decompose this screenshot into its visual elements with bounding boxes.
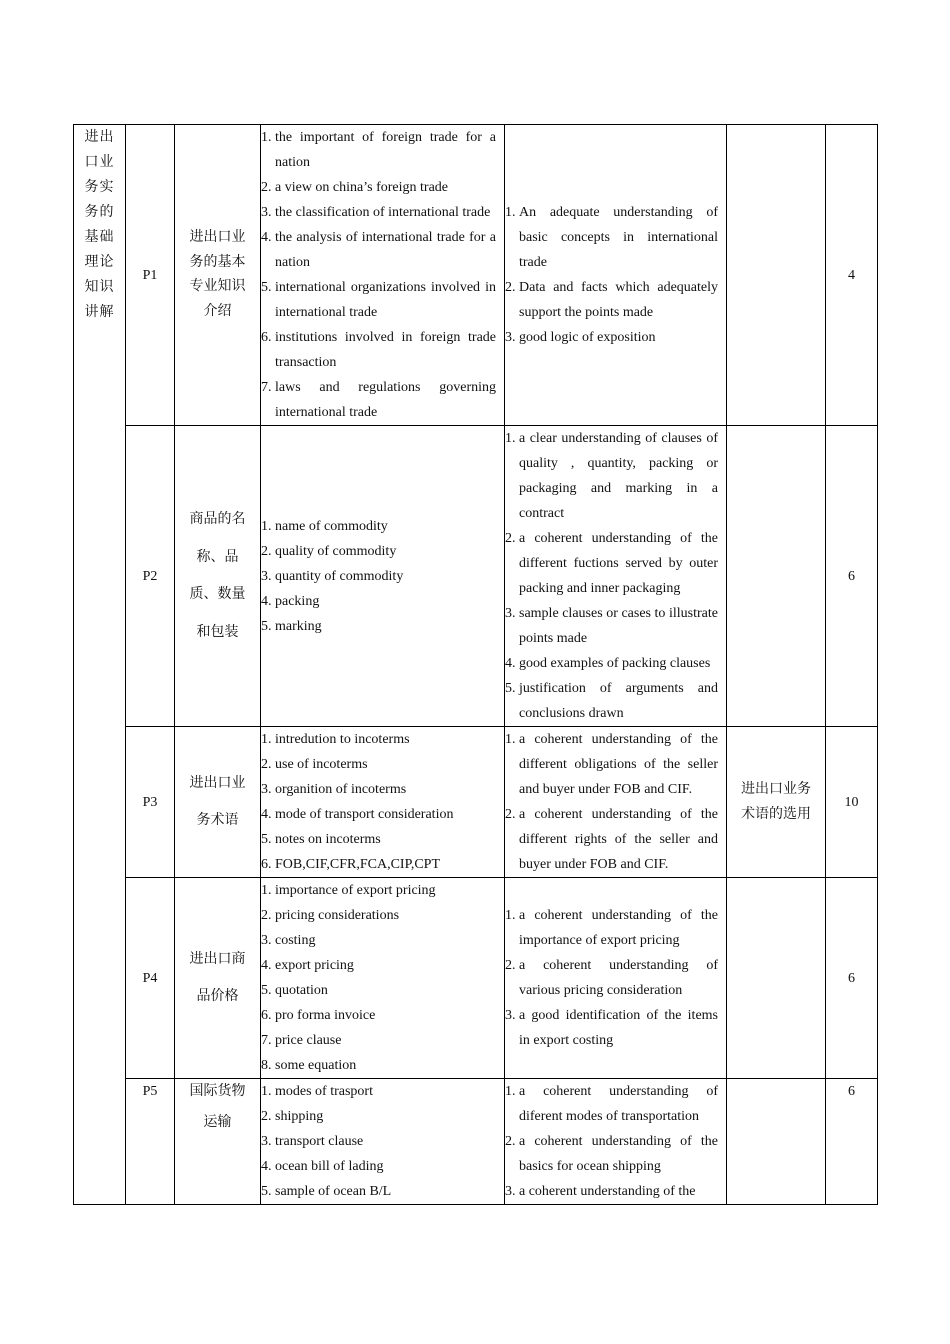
list-item: 2. a coherent understanding of the different rights of the seller and buyer under FOB and CIF. [505, 807, 718, 872]
requirements-cell [505, 125, 727, 426]
list-item: 5. international organizations involved in international trade [261, 280, 496, 320]
module-title-line: 理论 [84, 255, 115, 270]
topic-line: 品价格 [196, 989, 239, 1004]
topic-cell [175, 727, 261, 878]
note-cell [727, 878, 826, 1079]
list-item: 1. the important of foreign trade for a nation [261, 130, 496, 170]
topic-line: 务术语 [196, 813, 239, 828]
requirements-cell [505, 426, 727, 727]
row-code: P4 [126, 878, 175, 1079]
list-item: 1. An adequate understanding of basic concepts in international trade [505, 205, 718, 270]
requirements-cell [505, 1079, 727, 1205]
list-item: 2. a coherent understanding of various pricing consideration [505, 958, 718, 998]
topic-line: 专业知识 [189, 279, 246, 294]
list-item: 4. good examples of packing clauses [505, 656, 711, 671]
list-item: 1. modes of trasport [261, 1084, 373, 1099]
note-cell [727, 125, 826, 426]
topic-line: 进出口业 [189, 775, 246, 791]
table-row [74, 727, 878, 878]
module-title-line: 务实 [84, 180, 115, 195]
topic-line: 进出口商 [189, 951, 246, 967]
note-cell [727, 426, 826, 727]
module-title-line: 知识 [84, 280, 115, 295]
note-cell [727, 1079, 826, 1205]
list-item: 1. name of commodity [261, 518, 388, 534]
list-item: 3. transport clause [261, 1134, 364, 1149]
note-cell [727, 727, 826, 878]
list-item: 2. a view on china’s foreign trade [261, 180, 448, 195]
list-item: 2. pricing considerations [261, 908, 400, 923]
course-outline-table [73, 124, 878, 1205]
topic-line: 称、品 [196, 549, 239, 565]
contents-cell [261, 878, 505, 1079]
contents-cell [261, 426, 505, 727]
requirements-cell [505, 727, 727, 878]
row-code: P2 [126, 426, 175, 727]
list-item: 3. sample clauses or cases to illustrate points made [505, 606, 718, 646]
list-item: 3. the classification of international trade [261, 205, 491, 220]
list-item: 2. use of incoterms [261, 757, 368, 772]
list-item: 3. quantity of commodity [261, 568, 404, 584]
list-item: 2. quality of commodity [261, 543, 397, 559]
list-item: 4. export pricing [261, 958, 354, 973]
topic-line: 国际货物 [189, 1084, 246, 1099]
topic-line: 进出口业 [189, 230, 246, 245]
list-item: 5. justification of arguments and conclusions drawn [505, 681, 718, 721]
row-code: P1 [126, 125, 175, 426]
topic-line: 商品的名 [189, 512, 246, 527]
list-item: 5. notes on incoterms [261, 832, 381, 847]
list-item: 1. a coherent understanding of the importance of export pricing [505, 908, 718, 948]
topic-line: 运输 [203, 1115, 232, 1130]
list-item: 7. price clause [261, 1033, 342, 1048]
list-item: 1. a clear understanding of clauses of quality , quantity, packing or packaging and marking in a contract [505, 431, 718, 521]
list-item: 5. sample of ocean B/L [261, 1184, 392, 1199]
hours-cell: 10 [826, 727, 878, 878]
hours-cell: 6 [826, 878, 878, 1079]
topic-cell [175, 426, 261, 727]
list-item: 6. pro forma invoice [261, 1008, 376, 1023]
note-line: 进出口业务 [741, 782, 811, 797]
list-item: 2. a coherent understanding of the basics for ocean shipping [505, 1134, 718, 1174]
list-item: 6. FOB,CIF,CFR,FCA,CIP,CPT [261, 857, 441, 872]
module-title-line: 进出 [84, 130, 115, 145]
list-item: 1. intredution to incoterms [261, 732, 410, 747]
contents-cell [261, 125, 505, 426]
hours-cell: 6 [826, 426, 878, 727]
list-item: 3. costing [261, 933, 316, 948]
list-item: 5. quotation [261, 983, 328, 998]
table-row [74, 125, 878, 426]
list-item: 3. a coherent understanding of the [505, 1184, 696, 1199]
list-item: 5. marking [261, 618, 322, 634]
list-item: 1. importance of export pricing [261, 883, 436, 898]
topic-line: 务的基本 [189, 254, 246, 270]
topic-cell [175, 1079, 261, 1205]
contents-cell [261, 1079, 505, 1205]
module-title-line: 讲解 [84, 305, 115, 320]
module-title-line: 基础 [84, 230, 115, 245]
table-row [74, 1079, 878, 1205]
list-item: 3. organition of incoterms [261, 782, 407, 797]
topic-cell [175, 125, 261, 426]
list-item: 1. a coherent understanding of the different obligations of the seller and buyer under FOB and CIF. [505, 732, 718, 797]
topic-line: 质、数量 [189, 587, 246, 602]
table-row [74, 426, 878, 727]
hours-cell: 6 [826, 1079, 878, 1205]
list-item: 3. good logic of exposition [505, 330, 656, 345]
list-item: 8. some equation [261, 1058, 357, 1073]
topic-cell [175, 878, 261, 1079]
row-code: P5 [126, 1079, 175, 1205]
list-item: 4. the analysis of international trade for a nation [261, 230, 496, 270]
topic-line: 和包装 [196, 624, 239, 640]
note-line: 术语的选用 [741, 807, 811, 822]
list-item: 2. shipping [261, 1109, 324, 1124]
list-item: 4. ocean bill of lading [261, 1159, 384, 1174]
row-code: P3 [126, 727, 175, 878]
contents-cell [261, 727, 505, 878]
table-row [74, 878, 878, 1079]
topic-line: 介绍 [203, 303, 232, 319]
list-item: 3. a good identification of the items in export costing [505, 1008, 718, 1048]
list-item: 6. institutions involved in foreign trade transaction [261, 330, 496, 370]
list-item: 2. a coherent understanding of the different fuctions served by outer packing and inner packaging [505, 531, 718, 596]
list-item: 4. mode of transport consideration [261, 807, 454, 822]
hours-cell: 4 [826, 125, 878, 426]
requirements-cell [505, 878, 727, 1079]
list-item: 7. laws and regulations governing international trade [261, 380, 496, 420]
list-item: 2. Data and facts which adequately support the points made [505, 280, 718, 320]
module-title-line: 口业 [84, 155, 115, 170]
module-title-cell [74, 125, 126, 1205]
list-item: 4. packing [261, 593, 320, 609]
list-item: 1. a coherent understanding of diferent modes of transportation [505, 1084, 718, 1124]
module-title-line: 务的 [84, 205, 115, 220]
